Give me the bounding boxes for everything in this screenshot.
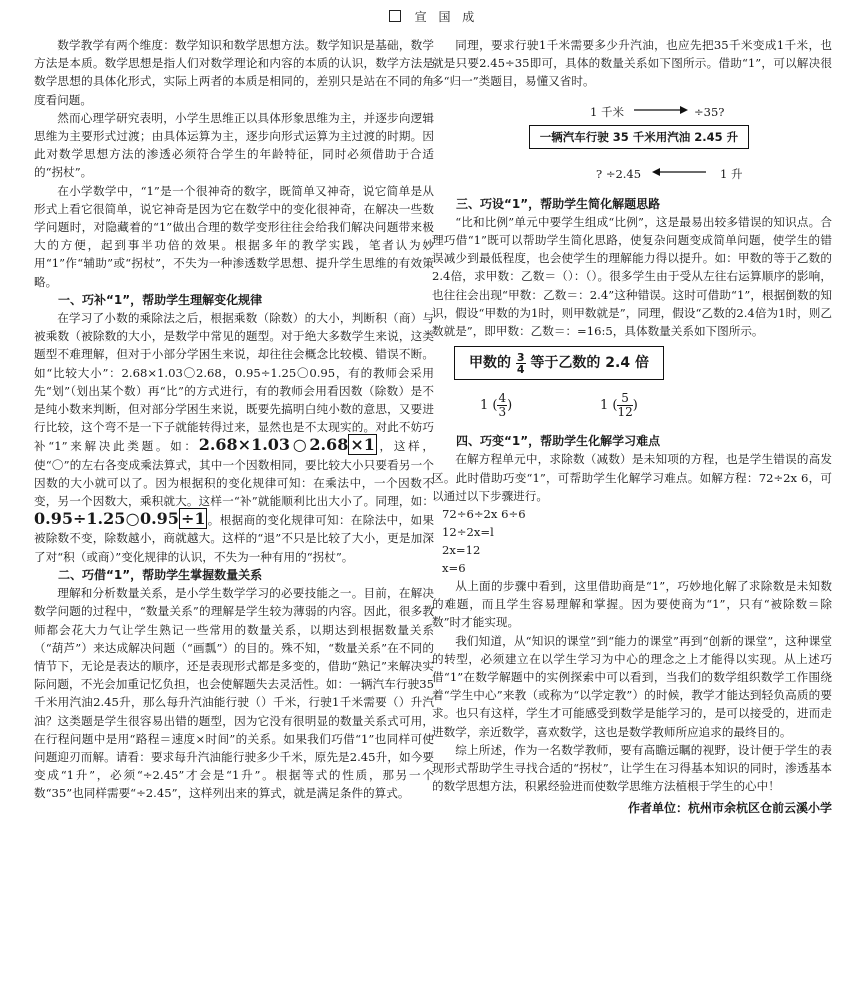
paragraph: 理解和分析数量关系，是小学生数学学习的必要技能之一。目前，在解决数学问题的过程中，“数量关系”的理解是学生较为薄弱的内容。因此，很多教师都会花大力气让学生熟记一些常用的数量关系，以期达到根据数量关系（“葫芦”）来达成解决问题（“画瓢”）的目的。殊不知，“数量关系”在不同的情节下，无论是表达的顺序，还是表现形式都是多变的，借助“熟记”来解决实际问题，不光会加重记忆负担，也会使解题失去灵活性。如：一辆汽车行驶35千米用汽油2.45升，那么每升汽油能行驶（）千米，行驶1千米需要（）升汽油？这类题是学生很容易出错的题型，因为它没有很明显的数量关系式可用，在行程问题中是用“路程＝速度×时间”的关系。如果我们巧借“1”也同样可使问题迎刃而解。请看：要求每升汽油能行驶多少千米，原先是2.45升，如今要变成“1升”，必须“÷2.45”才会是“1升”。根据等式的性质，那另一个数“35”也同样需要“÷2.45”，这样列出来的算式，就是满足条件的算式。 (34, 586, 434, 801)
fraction-denominator: 3 (498, 405, 507, 420)
ratio-relation-diagram (432, 344, 832, 432)
running-header (0, 8, 867, 25)
diagram-text: 等于乙数的 2.4 倍 (530, 355, 649, 372)
diagram-text: 甲数的 (469, 355, 512, 372)
paragraph-text: ，这样，使“〇”的左右各变成乘法算式，其中一个因数相同，要比较大小只要看另一个因数的大小就可以了。因为根据积的变化规律可知：在乘法中，一个因数不变，另一个因数大，乘积就大。这样一“补”就能顺利比出大小了。同理，如： (34, 439, 434, 509)
section-heading: 三、巧设“1”，帮助学生简化解题思路 (456, 196, 661, 211)
section-heading: 一、巧补“1”，帮助学生理解变化规律 (58, 292, 263, 307)
section-heading: 四、巧变“1”，帮助学生化解学习难点 (456, 434, 661, 449)
paragraph-text: 在学习了小数的乘除法之后，根据乘数（除数）的大小，判断积（商）与被乘数（被除数的大小，是数学中常见的题型。对于绝大多数学生来说，这类题型不难理解，但对于小部分学困生来说，却往往会概念比较模、错误不断。如“比较大小”：2.68×1.03〇2.68，0.95÷1.25〇0.95，有的教师会采用先“划”（划出某个数）再“比”的方式进行，有的教师会用看因数（除数）是不是纯小数来判断，但对部分学困生来说，既要先搞明白纯小数的意思，又要进行比较，这个弯不是一下子就能转得过来，显然也是不太现实的。对此不妨巧补“1”来解决此类题。如： (34, 311, 434, 454)
example-expression: 0.95÷1.25○0.95 (34, 509, 179, 529)
arrow-right-icon (630, 103, 690, 117)
paragraph: 同理，要求行驶1千米需要多少升汽油，也应先把35千米变成1千米，也就是只要2.45÷35即可，具体的数量关系如下图所示。借助“1”，可以解决很多“归一”类题目，易懂又省时。 (432, 38, 832, 89)
fraction-denominator: 12 (617, 405, 633, 420)
section-heading: 二、巧借“1”，帮助学生掌握数量关系 (58, 567, 263, 582)
diagram-text: ) (507, 398, 513, 414)
author-affiliation: 作者单位：杭州市余杭区仓前云溪小学 (627, 801, 832, 816)
fuel-relation-diagram (432, 97, 832, 193)
paragraph: 综上所述，作为一名数学教师，要有高瞻远瞩的视野，设计便于学生的表现形式帮助学生寻找合适的“拐杖”，让学生在习得基本知识的同时，渗透基本的数学思想方法，积累经验进而使数学思维方法植根于学生的心中！ (432, 742, 832, 794)
header-title: 宣 国 成 (414, 10, 479, 24)
paragraph: 然而心理学研究表明，小学生思维正以具体形象思维为主，并逐步向逻辑思维为主要形式过渡；由具体运算为主，逐步向形式运算为主过渡的时期。因此对数学思想方法的渗透必须符合学生的年龄特征，同时必须借助于合适的“拐杖”。 (34, 110, 434, 180)
paragraph-text: 。根据商的变化规律可知：在除法中，如果被除数不变，除数越小，商就越大。这样的“退”不只是比较了大小，更是加深了对“积（或商）”变化规律的认识，不失为一种有用的“拐杖”。 (34, 513, 434, 564)
example-expression: 2.68×1.03○2.68 (198, 435, 349, 455)
diagram-label: ? ÷2.45 (596, 166, 642, 181)
paragraph: 在解方程单元中，求除数（减数）是未知项的方程，也是学生错误的高发区。此时借助巧变“1”，可帮助学生化解学习难点。如解方程：72÷2x 6，可以通过以下步骤进行。 (432, 452, 832, 503)
arrow-left-icon (650, 165, 710, 179)
diagram-label (600, 392, 638, 419)
diagram-label: 1 升 (720, 166, 743, 181)
fraction-numerator: 3 (516, 350, 525, 364)
equation-line: 72÷6÷2x 6÷6 (442, 507, 526, 522)
paragraph: 数学教学有两个维度：数学知识和数学思想方法。数学知识是基础，数学方法是本质。数学思想是指人们对数学理论和内容的本质的认识，数学方法是数学思想的具体化形式，实际上两者的本质是相同的，差别只是站在不同的角度看问题。 (34, 38, 434, 107)
diagram-text: 1 ( (480, 398, 498, 414)
left-column (34, 36, 434, 803)
paragraph: “比和比例”单元中要学生组成“比例”，这是最易出较多错误的知识点。合理巧借“1”既可以帮助学生简化思路，使复杂问题变成简单问题，使学生的错误减少到最低程度，也会使学生的理解能力得以提升。如：甲数的等于乙数的2.4倍，求甲数：乙数＝（）：（）。很多学生由于受从左往右运算顺序的影响，也往往会出现“甲数：乙数＝：2.4”这种错误。这时可借助“1”，根据倒数的知识，假设“甲数的为1时，则甲数就是”，同理，假设“乙数的2.4倍为1时，则乙数就是”，即甲数：乙数＝：=16:5，具体数量关系如下图所示。 (432, 214, 832, 339)
fraction (516, 352, 526, 375)
example-boxed-term: ×1 (350, 435, 375, 455)
equation-steps (432, 505, 832, 577)
fraction (497, 392, 507, 419)
right-column (432, 36, 832, 818)
fraction (617, 392, 632, 419)
header-square-icon (389, 10, 401, 22)
fraction-numerator: 4 (498, 391, 507, 406)
equation-line: 2x=12 (442, 543, 481, 558)
diagram-text: ) (632, 398, 638, 414)
diagram-label: 1 千米 (590, 104, 624, 119)
diagram-main-box: 一辆汽车行驶 35 千米用汽油 2.45 升 (529, 125, 749, 149)
paragraph: 在小学数学中，“1”是一个很神奇的数字，既简单又神奇，说它简单是从形式上看它很简单，说它神奇是因为它在数学中的变化很神奇，在解决一些数学问题时，对隐藏着的“1”做出合理的数学变形往往会给我们解决问题带来极大的方便，起到事半功倍的效果。根据多年的教学实践，笔者认为妙用“1”作“辅助”或“拐杖”，不失为一种渗透数学思想、提升学生思维的有效策略。 (34, 183, 434, 289)
diagram-main-box (454, 346, 664, 380)
fraction-numerator: 5 (617, 392, 632, 406)
diagram-text: 1 ( (600, 398, 618, 414)
paragraph (34, 309, 434, 566)
paragraph: 从上面的步骤中看到，这里借助商是“1”，巧妙地化解了求除数是未知数的难题，而且学生容易理解和掌握。因为要使商为“1”，只有“被除数＝除数”时才能实现。 (432, 579, 832, 630)
diagram-label (480, 392, 512, 419)
paragraph: 我们知道，从“知识的课堂”到“能力的课堂”再到“创新的课堂”，这种课堂的转型，必须建立在以学生学习为中心的理念之上才能得以实现。从上述巧借“1”在数学解题中的实例探索中可以看到，当我们的数学组织数学工作围绕着“学生中心”来教（或称为“以学定教”）的时候，教学才能达到轻负高质的要求。也只有这样，学生才可能感受到数学是能学习的，是可以接受的，进而走进数学，亲近数学，喜欢数学，这也是数学教师所应追求的最终目的。 (432, 633, 832, 739)
diagram-label: ÷35? (694, 104, 725, 119)
fraction-denominator: 4 (516, 362, 525, 376)
equation-line: x=6 (442, 561, 466, 576)
example-boxed-term: ÷1 (180, 509, 206, 529)
equation-line: 12÷2x=l (442, 525, 494, 540)
